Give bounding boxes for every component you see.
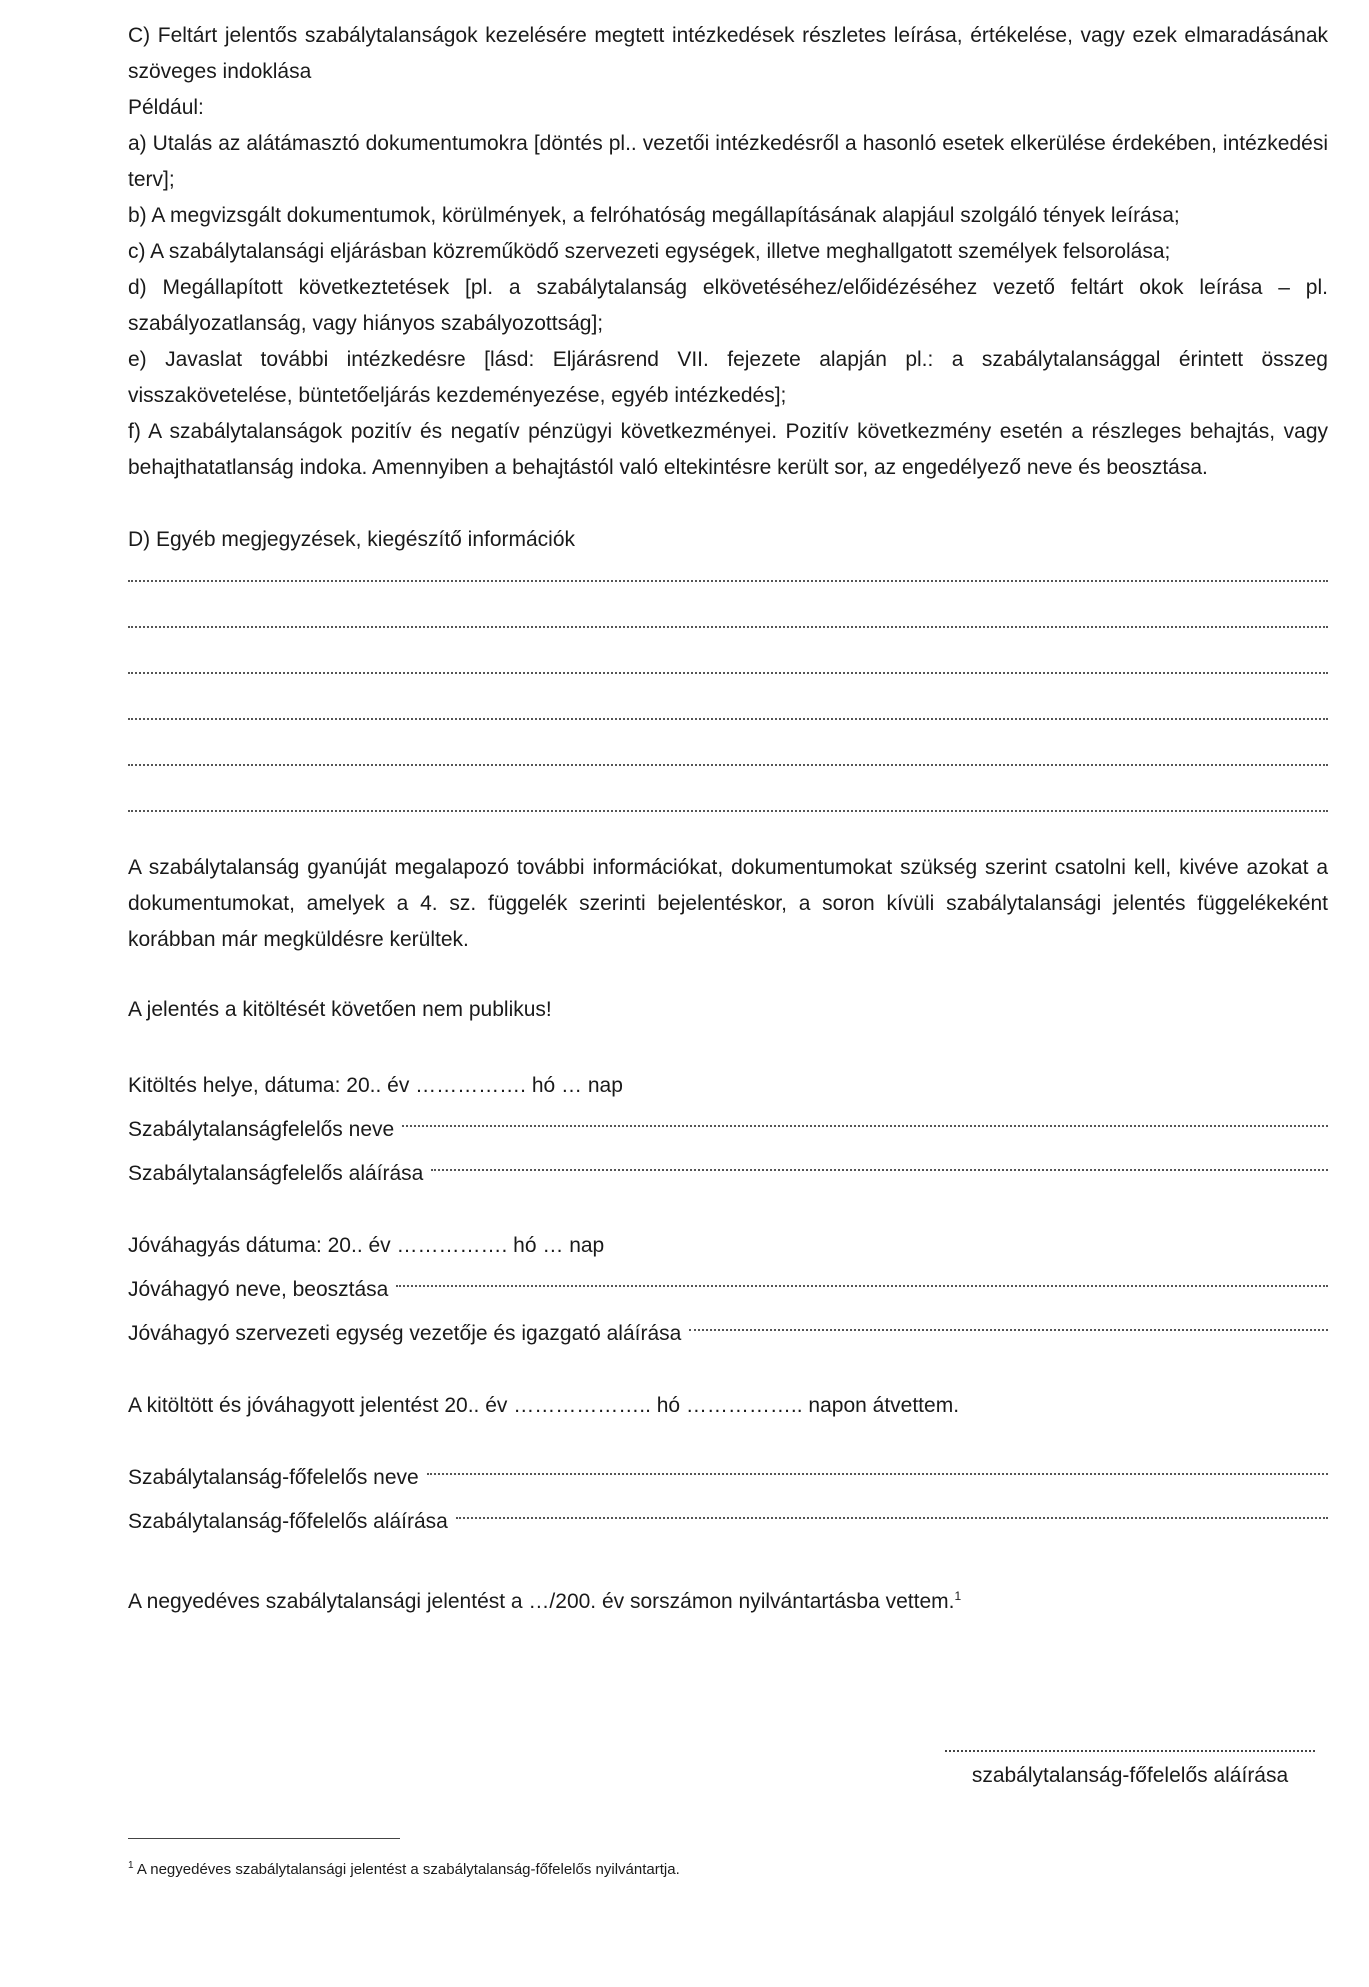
registry-statement xyxy=(128,1584,1328,1620)
section-c-item-e: e) Javaslat további intézkedésre [lásd: Eljárásrend VII. fejezete alapján pl.: a szabálytalansággal érintett összeg visszakövetelése, büntetőeljárás kezdeményezése, egyéb intézkedés]; xyxy=(128,348,1328,407)
section-c-item-f: f) A szabálytalanságok pozitív és negatív pénzügyi következményei. Pozitív következmény esetén a részleges behajtás, vagy behajthatatlanság indoka. Amennyiben a behajtástól való eltekintésre került sor, az engedélyező neve és beosztása. xyxy=(128,420,1328,479)
remarks-fill-area[interactable] xyxy=(128,562,1328,812)
chief-signature-row[interactable] xyxy=(128,1500,1328,1544)
document-body xyxy=(128,18,1328,1620)
approver-name-label: Jóváhagyó neve, beosztása xyxy=(128,1278,389,1301)
not-public-notice: A jelentés a kitöltését követően nem publikus! xyxy=(128,998,552,1021)
officer-name-label: Szabálytalanságfelelős neve xyxy=(128,1118,395,1141)
chief-signature-label: Szabálytalanság-főfelelős aláírása xyxy=(128,1510,448,1533)
officer-signature-label: Szabálytalanságfelelős aláírása xyxy=(128,1162,424,1185)
remarks-line[interactable] xyxy=(128,700,1328,720)
approver-name-row[interactable] xyxy=(128,1268,1328,1312)
footnote-reference[interactable]: 1 xyxy=(954,1589,962,1603)
officer-name-field[interactable] xyxy=(402,1124,1328,1127)
remarks-line[interactable] xyxy=(128,792,1328,812)
approval-date[interactable]: Jóváhagyás dátuma: 20.. év ……………. hó … nap xyxy=(128,1234,605,1257)
remarks-line[interactable] xyxy=(128,608,1328,628)
section-d-heading: D) Egyéb megjegyzések, kiegészítő információk xyxy=(128,528,576,551)
attachment-paragraph: A szabálytalanság gyanúját megalapozó további információkat, dokumentumokat szükség szerint csatolni kell, kivéve azokat a dokumentumokat, amelyek a 4. sz. függelék szerinti bejelentéskor, a soron kívüli szabálytalansági jelentés függelékeként korábban már megküldésre kerültek. xyxy=(128,856,1328,951)
section-c-item-d: d) Megállapított következtetések [pl. a szabálytalanság elkövetéséhez/előidézéséhez vezető feltárt okok leírása – pl. szabályozatlanság, vagy hiányos szabályozottság]; xyxy=(128,276,1328,335)
footnote-mark: 1 xyxy=(128,1860,134,1871)
chief-name-row[interactable] xyxy=(128,1456,1328,1500)
signature-caption: szabálytalanság-főfelelős aláírása xyxy=(971,1764,1289,1787)
footnote xyxy=(128,1860,680,1880)
approver-signature-field[interactable] xyxy=(689,1328,1328,1331)
section-c-item-b: b) A megvizsgált dokumentumok, körülmények, a felróhatóság megállapításának alapjául szolgáló tények leírása; xyxy=(128,204,1180,227)
chief-signature-field[interactable] xyxy=(456,1516,1328,1519)
footnote-text: A negyedéves szabálytalansági jelentést a szabálytalanság-főfelelős nyilvántartja. xyxy=(136,1861,680,1878)
received-group xyxy=(128,1384,1328,1428)
section-d xyxy=(128,522,1328,812)
registry-text: A negyedéves szabálytalansági jelentést a …/200. év sorszámon nyilvántartásba vettem. xyxy=(128,1590,955,1613)
chief-signature-block xyxy=(940,1728,1320,1794)
approver-name-field[interactable] xyxy=(396,1284,1328,1287)
section-c-item-c: c) A szabálytalansági eljárásban közreműködő szervezeti egységek, illetve meghallgatott személyek felsorolása; xyxy=(128,240,1171,263)
chief-name-label: Szabálytalanság-főfelelős neve xyxy=(128,1466,419,1489)
chief-name-field[interactable] xyxy=(427,1472,1328,1475)
remarks-line[interactable] xyxy=(128,562,1328,582)
approver-signature-row[interactable] xyxy=(128,1312,1328,1356)
section-c xyxy=(128,18,1328,486)
signature-line[interactable] xyxy=(945,1728,1315,1752)
chief-group xyxy=(128,1456,1328,1544)
officer-signature-field[interactable] xyxy=(431,1168,1328,1171)
approver-signature-label: Jóváhagyó szervezeti egység vezetője és igazgató aláírása xyxy=(128,1322,682,1345)
fill-in-group xyxy=(128,1064,1328,1196)
footnote-separator xyxy=(128,1838,400,1839)
fill-place-date[interactable]: Kitöltés helye, dátuma: 20.. év ……………. hó … nap xyxy=(128,1074,623,1097)
section-c-heading: C) Feltárt jelentős szabálytalanságok kezelésére megtett intézkedések részletes leírása, értékelése, vagy ezek elmaradásának szöveges indoklása xyxy=(128,24,1328,83)
remarks-line[interactable] xyxy=(128,654,1328,674)
remarks-line[interactable] xyxy=(128,746,1328,766)
section-c-item-a: a) Utalás az alátámasztó dokumentumokra [döntés pl.. vezetői intézkedésről a hasonló esetek elkerülése érdekében, intézkedési terv]; xyxy=(128,132,1328,191)
example-label: Például: xyxy=(128,96,204,119)
approval-group xyxy=(128,1224,1328,1356)
officer-signature-row[interactable] xyxy=(128,1152,1328,1196)
received-line[interactable]: A kitöltött és jóváhagyott jelentést 20.. év ……………….. hó …………….. napon átvettem. xyxy=(128,1394,960,1417)
officer-name-row[interactable] xyxy=(128,1108,1328,1152)
